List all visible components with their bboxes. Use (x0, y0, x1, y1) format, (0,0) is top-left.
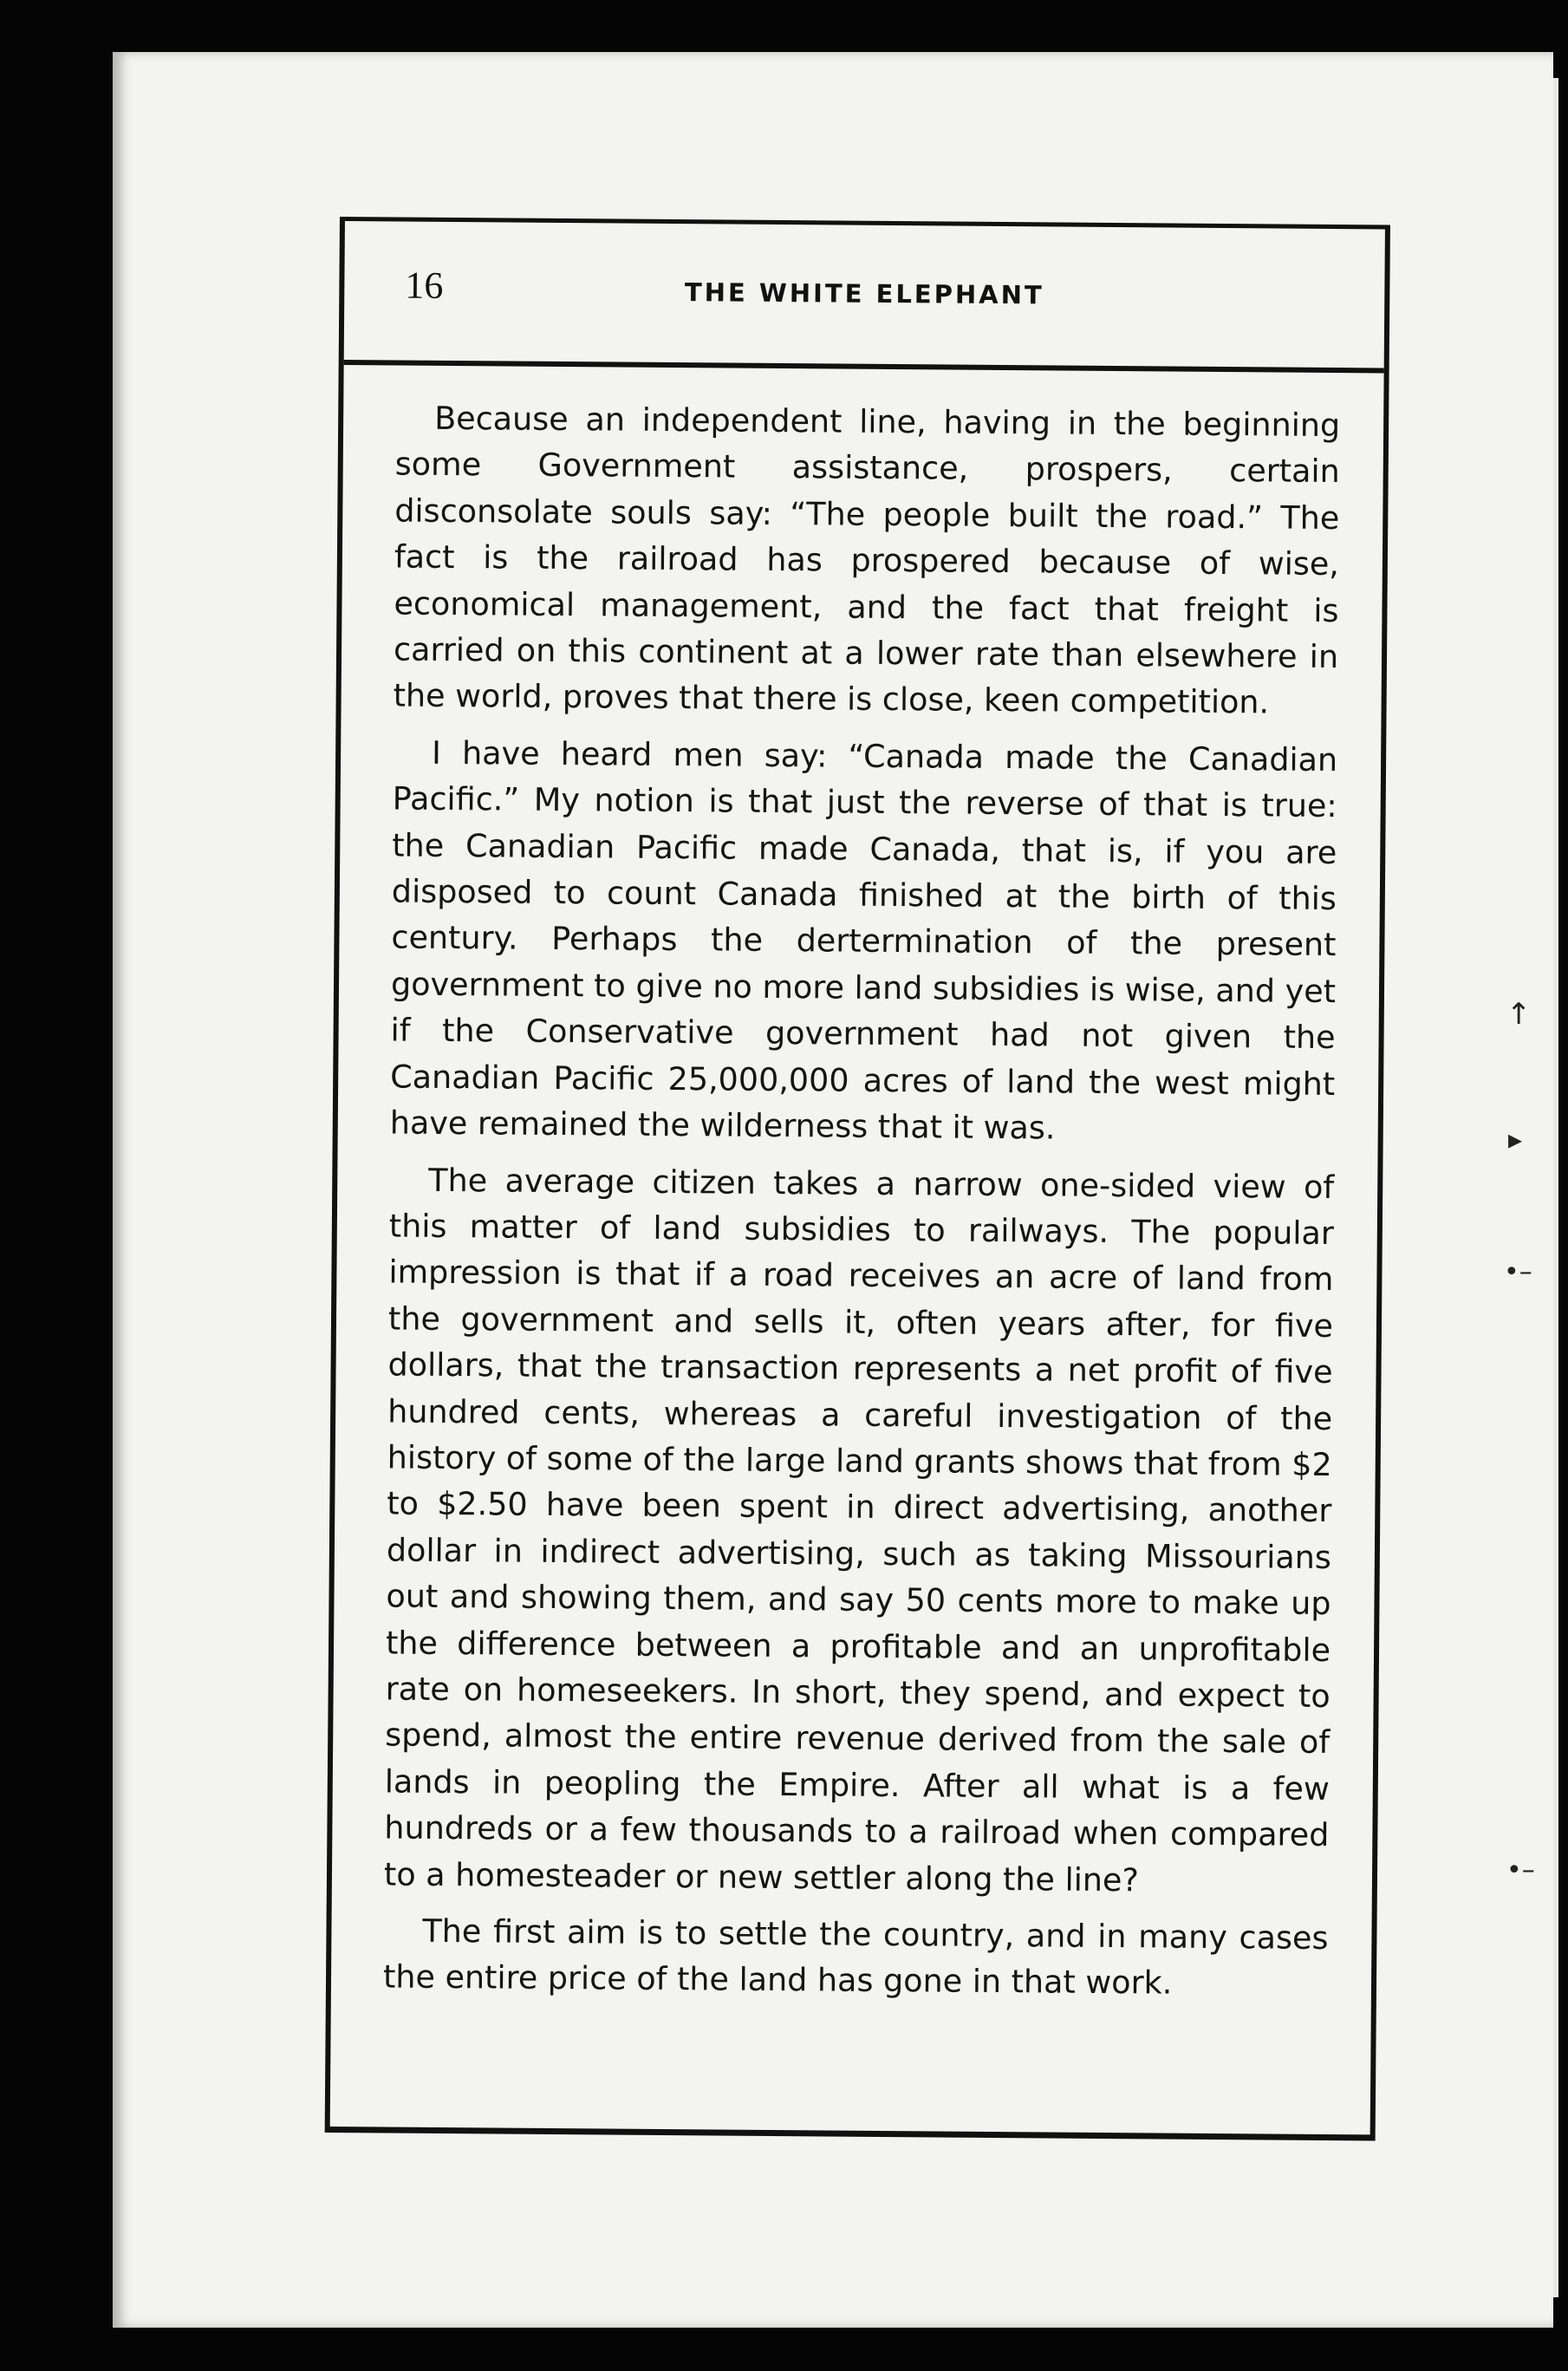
margin-mark-arrow: ↑ (1506, 997, 1532, 1032)
page-header (344, 221, 1385, 373)
page-number: 16 (405, 264, 444, 307)
paragraph-1: Because an independent line, having in the beginning some Government assistance, prospers, certain disconsolate souls say: “The people built the road.” The fact is the railroad has prospered because of wise, economical management, and the fact that freight is carried on this continent at a lower rate than elsewhere in the world, proves that there is close, keen competition. (393, 399, 1341, 721)
margin-mark-dash: •– (1504, 1257, 1532, 1287)
body-text (383, 395, 1341, 2018)
next-page-edge (1553, 78, 1558, 2297)
page-border-frame (325, 217, 1390, 2140)
paragraph-2: I have heard men say: “Canada made the Canadian Pacific.” My notion is that just the reverse of that is true: the Canadian Pacific made Canada, that is, if you are disposed to count Canada finished at the birth of this century. Perhaps the dertermination of the present government to give no more land subsidies is wise, and yet if the Conservative government had not given the Canadian Pacific 25,000,000 acres of land the west might have remained the wilderness that it was. (389, 733, 1338, 1147)
margin-mark-dot: •– (1506, 1855, 1535, 1886)
paragraph-4: The first aim is to settle the country, and in many cases the entire price of the land has gone in that work. (382, 1912, 1329, 2003)
paragraph-3: The average citizen takes a narrow one-sided view of this matter of land subsidies to railways. The popular impression is that if a road receives an acre of land from the government and sells it, often years after, for five dollars, that the transaction represents a net profit of five hundred cents, whereas a careful investigation of the history of some of the large land grants shows that from $2 to $2.50 have been spent in direct advertising, another dollar in indirect advertising, such as taking Missourians out and showing them, and say 50 cents more to make up the difference between a profitable and an unprofitable rate on homeseekers. In short, they spend, and expect to spend, almost the entire revenue derived from the sale of lands in peopling the Empire. After all what is a few hundreds or a few thousands to a railroad when compared to a homesteader or new settler along the line? (383, 1161, 1335, 1899)
running-title: THE WHITE ELEPHANT (684, 277, 1044, 310)
margin-mark-triangle: ▸ (1508, 1123, 1523, 1156)
